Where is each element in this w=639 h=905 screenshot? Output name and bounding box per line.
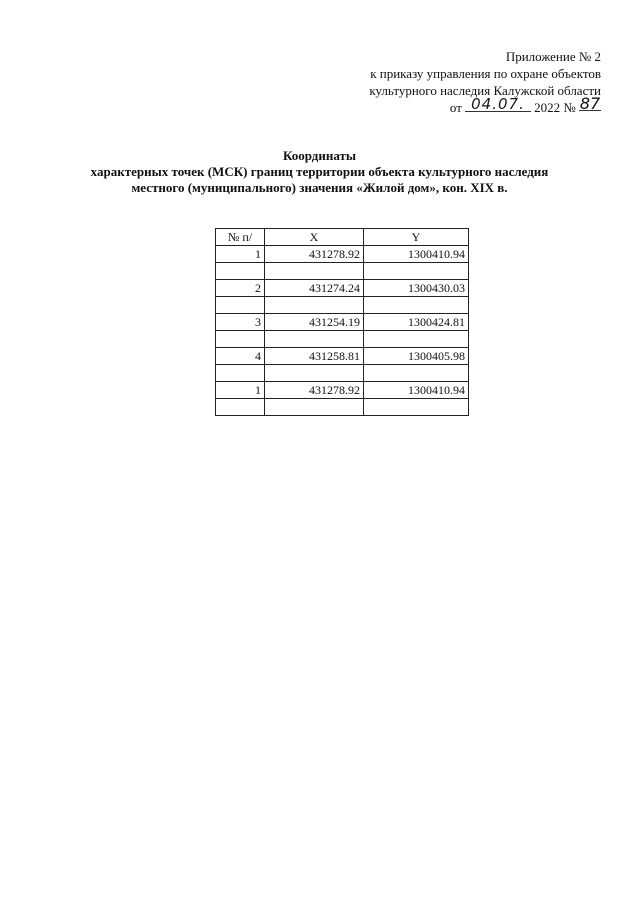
empty-cell (265, 297, 364, 314)
title-subheading: характерных точек (МСК) границ территории объекта культурного наследия (90, 164, 549, 179)
empty-cell (265, 399, 364, 416)
point-number: 1 (216, 382, 265, 399)
empty-cell (216, 297, 265, 314)
empty-cell (364, 365, 469, 382)
empty-cell (265, 365, 364, 382)
y-coordinate: 1300405.98 (364, 348, 469, 365)
date-year: 2022 № (534, 100, 576, 115)
empty-cell (364, 263, 469, 280)
table-row (216, 280, 469, 297)
x-coordinate: 431278.92 (265, 246, 364, 263)
x-coordinate: 431258.81 (265, 348, 364, 365)
table-spacer-row (216, 331, 469, 348)
handwritten-date: 04.07. (465, 98, 531, 112)
y-coordinate: 1300410.94 (364, 246, 469, 263)
point-number: 1 (216, 246, 265, 263)
column-header-x: X (265, 229, 364, 246)
empty-cell (216, 263, 265, 280)
table-row (216, 348, 469, 365)
authority-name: культурного наследия Калужской области (369, 83, 601, 98)
appendix-header (301, 48, 601, 116)
column-header-y: Y (364, 229, 469, 246)
empty-cell (364, 399, 469, 416)
empty-cell (364, 331, 469, 348)
empty-cell (216, 331, 265, 348)
handwritten-order-number: 87 (579, 94, 601, 113)
point-number: 4 (216, 348, 265, 365)
point-number: 2 (216, 280, 265, 297)
x-coordinate: 431278.92 (265, 382, 364, 399)
appendix-number: Приложение № 2 (505, 49, 601, 64)
table-header-row (216, 229, 469, 246)
table-row (216, 246, 469, 263)
title-heading: Координаты (282, 148, 357, 163)
x-coordinate: 431274.24 (265, 280, 364, 297)
coordinates-table (215, 228, 469, 416)
title-object-name: местного (муниципального) значения «Жилой дом», кон. XIX в. (131, 180, 508, 195)
empty-cell (216, 365, 265, 382)
table-spacer-row (216, 297, 469, 314)
table-row (216, 382, 469, 399)
order-reference: к приказу управления по охране объектов (370, 66, 601, 81)
column-header-number: № п/ (216, 229, 265, 246)
table-spacer-row (216, 399, 469, 416)
date-prefix: от (449, 100, 462, 115)
y-coordinate: 1300430.03 (364, 280, 469, 297)
empty-cell (265, 331, 364, 348)
point-number: 3 (216, 314, 265, 331)
empty-cell (265, 263, 364, 280)
table-spacer-row (216, 365, 469, 382)
empty-cell (364, 297, 469, 314)
y-coordinate: 1300424.81 (364, 314, 469, 331)
document-title (0, 148, 639, 196)
empty-cell (216, 399, 265, 416)
order-date-line (301, 94, 601, 116)
table-row (216, 314, 469, 331)
table-spacer-row (216, 263, 469, 280)
y-coordinate: 1300410.94 (364, 382, 469, 399)
x-coordinate: 431254.19 (265, 314, 364, 331)
